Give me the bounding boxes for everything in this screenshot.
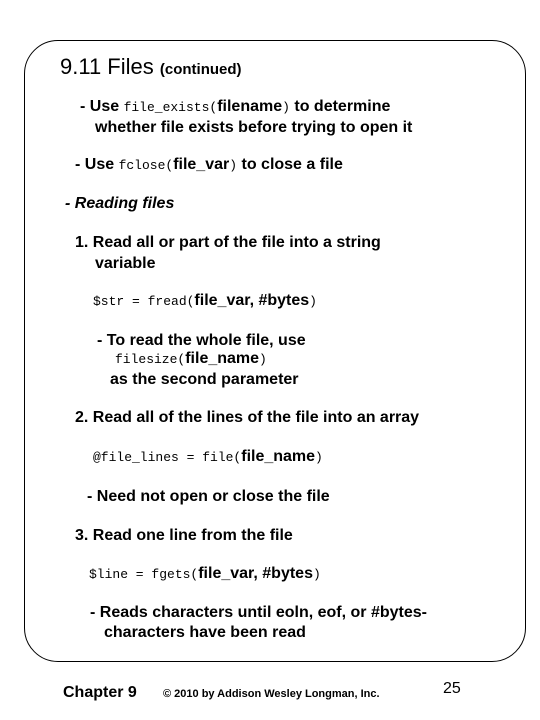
page-number: 25	[443, 680, 461, 697]
l15-arg: file_var, #bytes	[198, 565, 313, 582]
line-fclose	[75, 154, 343, 176]
title-suffix: (continued)	[159, 61, 242, 78]
item-3: 3. Read one line from the file	[75, 527, 293, 544]
code-fgets	[89, 563, 321, 585]
footer-copyright: © 2010 by Addison Wesley Longman, Inc.	[163, 688, 380, 700]
line-file-exists-cont: whether file exists before trying to open it	[95, 119, 413, 136]
code-file	[93, 446, 323, 468]
l15-close: )	[312, 567, 321, 582]
slide-title	[60, 54, 242, 80]
note-no-open: - Need not open or close the file	[87, 488, 330, 505]
l12-close: )	[315, 450, 323, 465]
l15-code: $line = fgets(	[89, 567, 199, 582]
l7-close: )	[309, 294, 317, 309]
code-filesize	[115, 348, 267, 370]
title-text: 9.11 Files	[60, 54, 154, 79]
l3-prefix: - Use	[75, 156, 119, 173]
l9-code: filesize(	[115, 352, 186, 367]
item-2: 2. Read all of the lines of the file into an array	[75, 409, 420, 426]
item-1-cont: variable	[95, 255, 156, 272]
note-second-param: as the second parameter	[110, 371, 299, 388]
l3-close: )	[229, 158, 238, 173]
l1-close: )	[282, 100, 290, 115]
note-reads-chars: - Reads characters until eoln, eof, or #bytes-	[90, 604, 427, 621]
l12-arg: file_name	[241, 448, 316, 465]
l12-code: @file_lines = file(	[93, 450, 242, 465]
code-fread	[93, 290, 317, 312]
l7-arg: file_var, #bytes	[194, 292, 310, 309]
l3-arg: file_var	[173, 156, 230, 173]
item-1: 1. Read all or part of the file into a string	[75, 234, 381, 251]
l1-code: file_exists(	[123, 100, 218, 115]
l1-arg: filename	[217, 98, 283, 115]
l3-suffix: to close a file	[237, 156, 343, 173]
l9-close: )	[259, 352, 267, 367]
note-whole-file: - To read the whole file, use	[97, 332, 306, 349]
section-reading-files: - Reading files	[65, 195, 175, 212]
l7-code: $str = fread(	[93, 294, 195, 309]
footer-chapter: Chapter 9	[63, 684, 137, 701]
line-file-exists	[80, 96, 390, 118]
l9-arg: file_name	[185, 350, 260, 367]
l1-prefix: - Use	[80, 98, 124, 115]
note-reads-chars-cont: characters have been read	[104, 624, 306, 641]
l1-suffix: to determine	[289, 98, 391, 115]
l3-code: fclose(	[118, 158, 174, 173]
